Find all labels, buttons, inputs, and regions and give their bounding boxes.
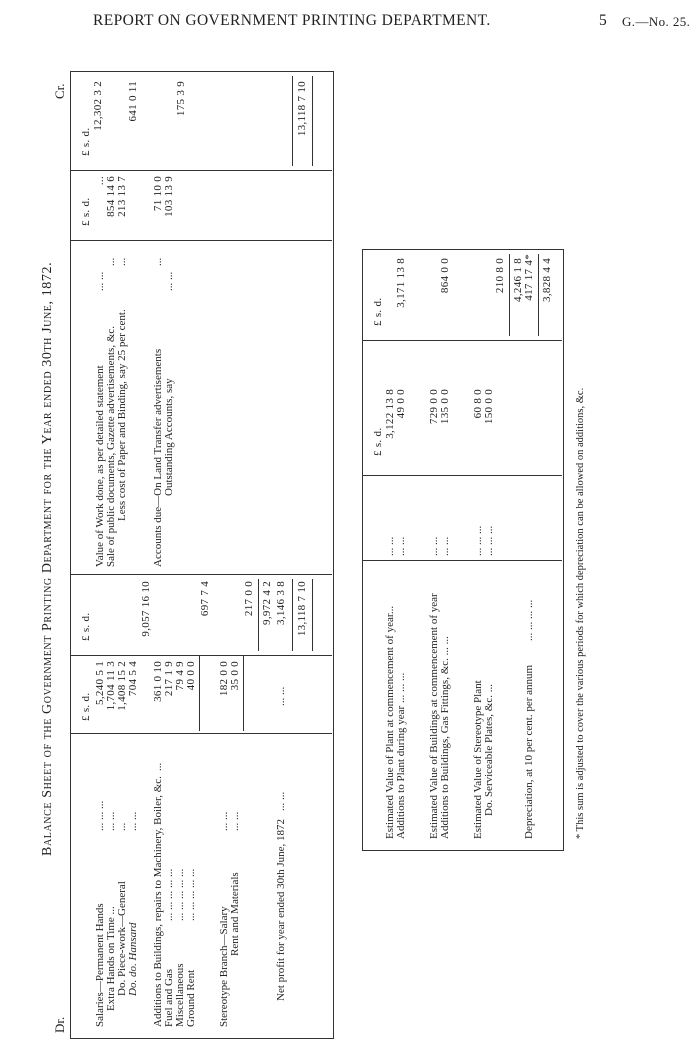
plant-amount: 135 0 0	[439, 389, 451, 425]
cr-label: Cr.	[52, 83, 67, 99]
plant-subtotal: 4,246 1 8	[512, 258, 524, 302]
leader-dots: ... ...	[439, 536, 451, 556]
debit-amount: 361 0 10	[152, 661, 164, 702]
leader-dots: ... ... ... ... ...	[174, 868, 186, 921]
plant-line-label: Estimated Value of Stereotype Plant	[472, 680, 484, 839]
column-rule	[70, 655, 332, 656]
debit-amount: 704 5 4	[127, 661, 139, 697]
leader-dots: ... ... ...	[483, 525, 495, 556]
page-number: 5	[599, 12, 608, 29]
net-profit-amount: 3,146 3 8	[275, 581, 287, 625]
debit-line-label: Stereotype Branch—Salary	[218, 906, 230, 1027]
sum-rule	[509, 254, 510, 336]
leader-dots: ... ...	[428, 536, 440, 556]
sum-rule	[243, 656, 244, 731]
leader-dots: ... ...	[229, 811, 241, 831]
paper-reference: G.—No. 25.	[622, 14, 691, 29]
report-title: REPORT ON GOVERNMENT PRINTING DEPARTMENT.	[93, 12, 491, 29]
leader-dots: ... ...	[384, 536, 396, 556]
leader-dots: ... ... ...	[472, 525, 484, 556]
leader-dots: ... ...	[127, 811, 139, 831]
leader-dots: ...	[152, 257, 164, 266]
credit-amount: ...	[94, 176, 106, 186]
plant-line-label: Do. Serviceable Plates, &c. ...	[483, 684, 495, 816]
leader-dots: ... ...	[275, 791, 287, 811]
plant-amount: 729 0 0	[428, 389, 440, 425]
credit-currency-header: £ s. d.	[80, 197, 92, 226]
credit-grand-total: 13,118 7 10	[296, 81, 308, 137]
dr-label: Dr.	[52, 1016, 67, 1033]
leader-dots: ... ... ... ...	[523, 599, 535, 641]
column-rule	[70, 240, 332, 241]
debit-subtotal: 9,972 4 2	[261, 581, 273, 625]
debit-amount: 40 0 0	[185, 661, 197, 691]
debit-line-label: Ground Rent	[185, 969, 197, 1027]
credit-amount: 103 13 9	[163, 176, 175, 217]
debit-amount: 1,704 11 3	[105, 661, 117, 711]
debit-line-label: Do. do. Hansard	[127, 922, 139, 996]
plant-line-label: Additions to Plant during year ... ... ...	[395, 672, 407, 839]
net-profit-label: Net profit for year ended 30th June, 1872	[275, 818, 287, 1001]
sum-rule	[538, 254, 539, 336]
footnote: * This sum is adjusted to cover the various periods for which depreciation can be allowed on additions, &c.	[575, 387, 586, 839]
credit-amount: 854 14 6	[105, 176, 117, 217]
sum-rule	[292, 76, 293, 166]
sum-rule	[292, 579, 293, 651]
sum-rule	[199, 656, 200, 731]
plant-subtotal: 3,171 13 8	[395, 258, 407, 308]
plant-total-currency-header: £ s. d.	[372, 297, 384, 326]
leader-dots: ...	[116, 822, 128, 831]
leader-dots: ...	[152, 762, 164, 771]
debit-line-label: Miscellaneous	[174, 963, 186, 1027]
credit-line-label: Sale of public documents, Gazette advertisements, &c.	[105, 325, 117, 567]
debit-subtotal: 697 7 4	[199, 581, 211, 617]
debit-line-label: Salaries—Permanent Hands	[94, 903, 106, 1027]
leader-dots: ... ...	[275, 686, 287, 706]
leader-dots: ... ... ... ... ...	[185, 868, 197, 921]
debit-line-label: Additions to Buildings, repairs to Machinery, Boiler, &c.	[152, 776, 164, 1027]
credit-total: 175 3 9	[175, 81, 187, 117]
plant-subtotal: 210 8 0	[494, 258, 506, 294]
credit-amount: 213 13 7	[116, 176, 128, 217]
plant-line-label: Estimated Value of Buildings at commencement of year	[428, 593, 440, 839]
credit-line-label: Less cost of Paper and Binding, say 25 per cent.	[116, 309, 128, 521]
credit-line-label: Accounts due—On Land Transfer advertisements	[152, 348, 164, 567]
debit-subtotal: 9,057 16 10	[140, 581, 152, 637]
balance-sheet-title: Balance Sheet of the Government Printing Department for the Year ended 30th June, 1872.	[40, 261, 55, 856]
plant-subtotal: 864 0 0	[439, 258, 451, 294]
credit-line-label: Outstanding Accounts, say	[163, 378, 175, 496]
debit-grand-total: 13,118 7 10	[296, 581, 308, 637]
plant-line-label: Additions to Buildings, Gas Fittings, &c. ... ...	[439, 636, 451, 839]
rotated-page	[0, 51, 700, 1061]
debit-amount: 5,240 5 1	[94, 661, 106, 705]
credit-total: 641 0 11	[127, 81, 139, 122]
leader-dots: ... ... ... ... ...	[163, 868, 175, 921]
debit-amount: 35 0 0	[229, 661, 241, 691]
leader-dots: ... ...	[395, 536, 407, 556]
leader-dots: ... ...	[105, 811, 117, 831]
debit-subtotal: 217 0 0	[243, 581, 255, 617]
depreciation-amount: 417 17 4*	[523, 254, 535, 301]
leader-dots: ...	[116, 257, 128, 266]
plant-amount: 150 0 0	[483, 389, 495, 425]
sum-rule	[312, 76, 313, 166]
column-rule	[362, 560, 562, 561]
column-rule	[362, 340, 562, 341]
column-rule	[70, 733, 332, 734]
leader-dots: ... ...	[94, 271, 106, 291]
leader-dots: ...	[105, 257, 117, 266]
credit-line-label: Value of Work done, as per detailed statement	[94, 365, 106, 567]
running-header	[0, 12, 700, 34]
final-total: 3,828 4 4	[541, 258, 553, 302]
sum-rule	[258, 579, 259, 651]
debit-amount: 217 1 9	[163, 661, 175, 697]
plant-currency-header: £ s. d.	[372, 427, 384, 456]
debit-line-label: Do. Piece-work—General	[116, 881, 128, 996]
sum-rule	[312, 579, 313, 651]
debit-total-currency-header: £ s. d.	[80, 612, 92, 641]
column-rule	[70, 574, 332, 575]
plant-amount: 60 8 0	[472, 389, 484, 419]
column-rule	[362, 475, 562, 476]
debit-line-label: Extra Hands on Time ...	[105, 906, 117, 1011]
leader-dots: ... ... ...	[94, 800, 106, 831]
column-rule	[70, 170, 332, 171]
leader-dots: ... ...	[163, 271, 175, 291]
debit-amount: 1,408 15 2	[116, 661, 128, 711]
depreciation-label: Depreciation, at 10 per cent. per annum	[523, 664, 535, 839]
plant-line-label: Estimated Value of Plant at commencement of year...	[384, 605, 396, 839]
credit-amount: 71 10 0	[152, 176, 164, 212]
leader-dots: ... ...	[218, 811, 230, 831]
credit-total: 12,302 3 2	[92, 81, 104, 131]
debit-line-label: Rent and Materials	[229, 872, 241, 956]
debit-line-label: Fuel and Gas	[163, 968, 175, 1027]
credit-total-currency-header: £ s. d.	[80, 127, 92, 156]
debit-currency-header: £ s. d.	[80, 692, 92, 721]
debit-amount: 182 0 0	[218, 661, 230, 697]
plant-amount: 49 0 0	[395, 389, 407, 419]
debit-amount: 79 4 9	[174, 661, 186, 691]
plant-amount: 3,122 13 8	[384, 389, 396, 439]
